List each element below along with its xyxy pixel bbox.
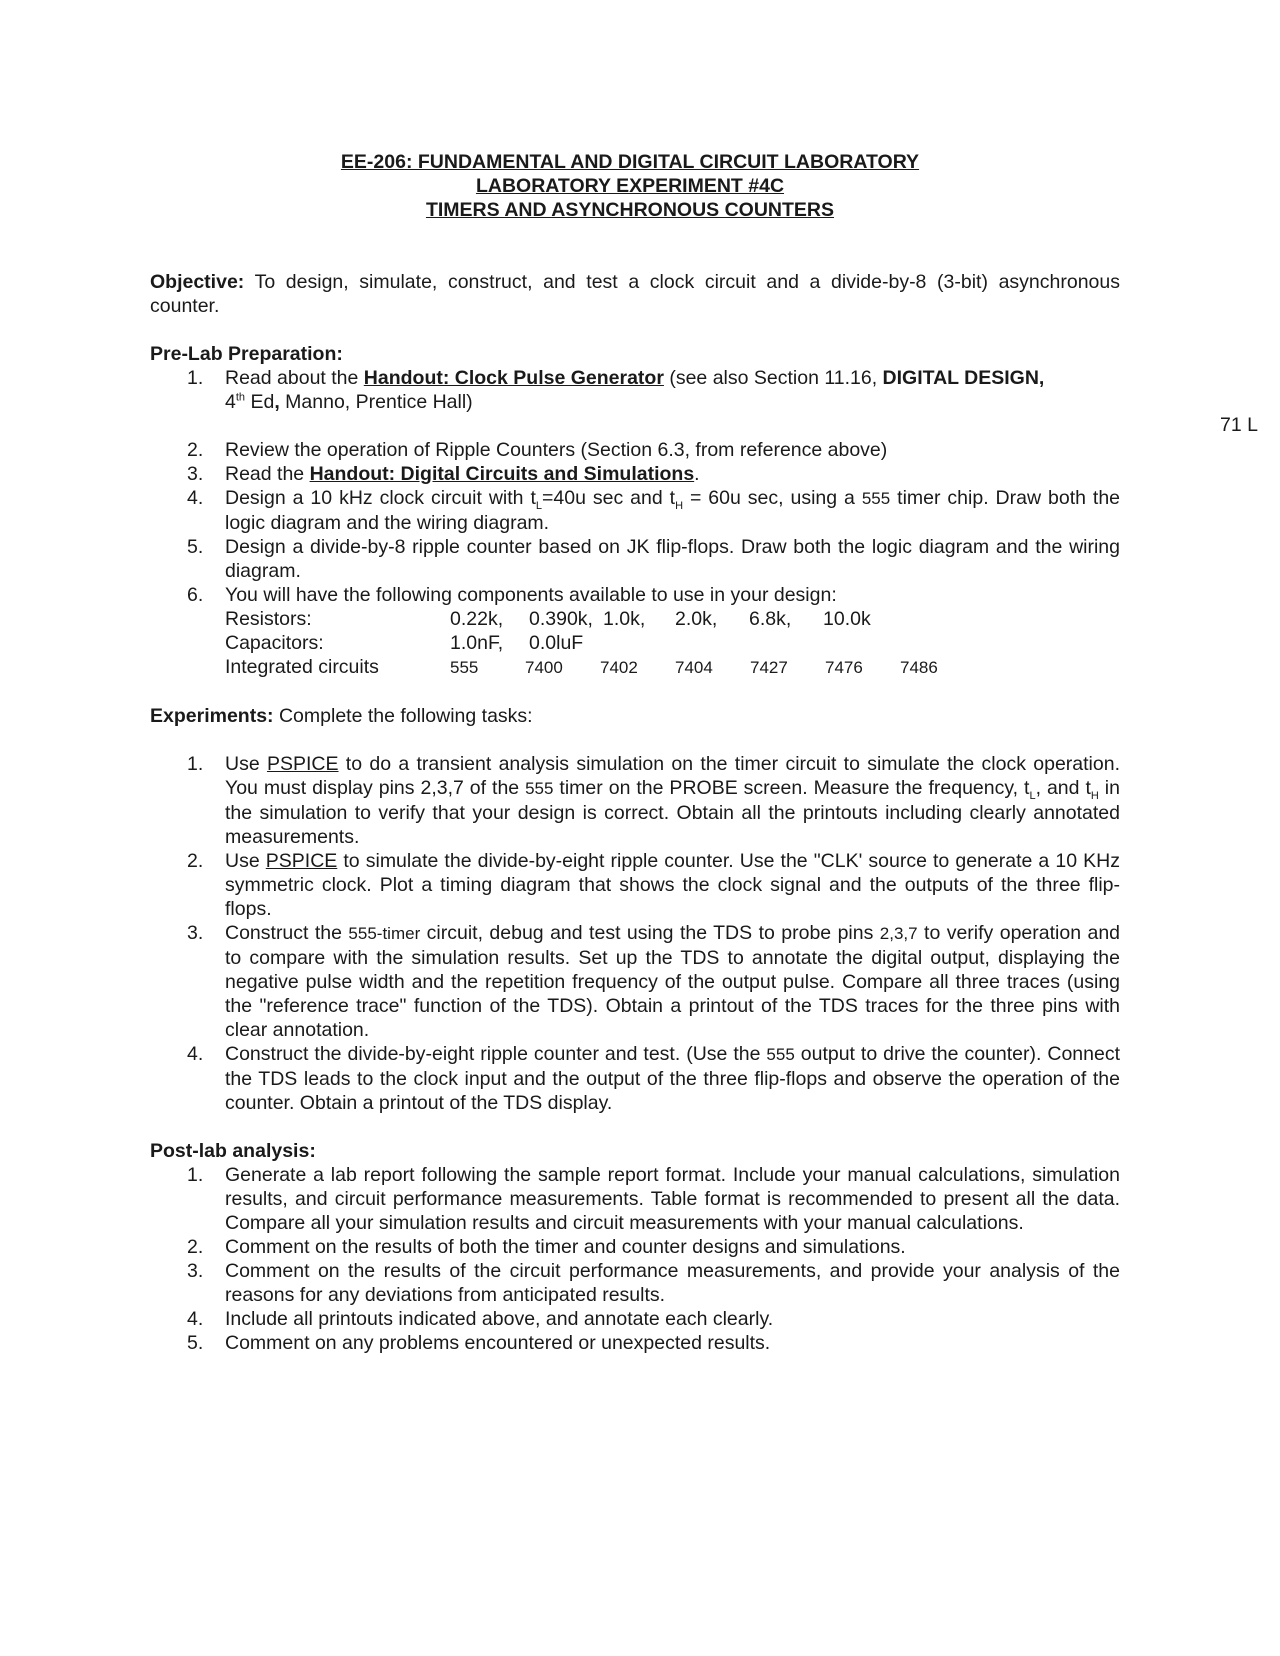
item-text: Ed [245,391,275,413]
chip-number: 555 [766,1045,795,1064]
objective-paragraph [150,270,1120,318]
item-text: =40u sec and t [542,487,676,509]
item-number: 3. [187,922,204,944]
item-text: You will have the following components available to use in your design: [225,584,837,606]
item-text: Use [225,753,267,775]
list-item [150,849,1120,921]
item-text: = 60u sec, using a [683,487,862,509]
list-item [150,583,1120,680]
resistors-row [225,607,1120,631]
edition-suffix: th [235,391,246,404]
book-title: DIGITAL DESIGN, [882,367,1045,389]
postlab-title: Post-lab analysis: [150,1140,316,1162]
capacitor-value: 0.0luF [529,632,584,654]
course-title: EE-206: FUNDAMENTAL AND DIGITAL CIRCUIT LABORATORY [340,151,920,173]
prelab-title: Pre-Lab Preparation: [150,343,343,365]
resistor-value: 0.390k, [529,608,593,630]
resistor-value: 1.0k, [603,608,646,630]
subscript: L [535,499,542,512]
ics-label: Integrated circuits [225,656,379,678]
list-item [150,438,1120,462]
ic-value: 7427 [750,658,788,677]
experiments-intro: Complete the following tasks: [273,705,533,727]
edition-number: 4 [225,391,236,413]
item-text: output to drive the counter). Connect the TDS leads to the clock input and the output of the three flip-flops and observe the operation of the counter. Obtain a printout of the TDS display. [225,1043,1120,1114]
item-number: 3. [187,1260,204,1282]
list-item [150,1235,1120,1259]
list-item [150,535,1120,583]
item-number: 4. [187,487,204,509]
pspice-link[interactable]: PSPICE [266,753,339,775]
item-text: Generate a lab report following the sample report format. Include your manual calculations, simulation results, and circuit performance measurements. Table format is recommended to present all the data. Compare all your simulation results and circuit measurements with your manual calculations. [225,1164,1120,1234]
page-side-number: 71 L [1220,414,1258,436]
ic-value: 7486 [900,658,938,677]
handout-digital-link[interactable]: Handout: Digital Circuits and Simulations [309,463,695,485]
item-number: 1. [187,753,204,775]
experiments-list [150,752,1120,1115]
list-item [150,1259,1120,1307]
item-text: (see also Section 11.16, [663,367,883,389]
list-item [150,1042,1120,1115]
chip-number: 555 [861,489,891,508]
postlab-list [150,1163,1120,1355]
ic-value: 7400 [525,658,563,677]
objective-text: To design, simulate, construct, and test a clock circuit and a divide-by-8 (3-bit) asynchronous counter. [150,271,1120,317]
objective-label: Objective: [150,271,245,293]
list-item [150,752,1120,849]
item-number: 3. [187,463,204,485]
spacer [150,414,1120,438]
item-text: circuit, debug and test using the TDS to probe pins [420,922,880,944]
document-header [140,150,1120,222]
resistors-label: Resistors: [225,608,312,630]
prelab-list [150,366,1120,680]
item-text: to do a transient analysis simulation on the timer circuit to simulate the clock operation. You must display pins 2,3,7 of the [225,753,1120,799]
resistor-value: 0.22k, [450,608,504,630]
list-item [150,462,1120,486]
pin-numbers: 2,3,7 [879,924,918,943]
chip-number: 555-timer [348,924,421,943]
item-number: 1. [187,367,204,389]
item-text: Construct the [225,922,349,944]
item-text: timer chip. Draw both the logic diagram and the wiring diagram. [225,487,1121,534]
list-item [150,921,1120,1042]
item-text: Manno, Prentice Hall) [279,391,473,413]
item-text: Read the [225,463,310,485]
capacitors-row [225,631,1120,655]
resistor-value: 10.0k [823,608,871,630]
subscript: L [1029,789,1036,802]
item-text: Include all printouts indicated above, and annotate each clearly. [225,1308,774,1330]
item-text: . [694,463,700,485]
chip-number: 555 [525,779,554,798]
pspice-link[interactable]: PSPICE [265,850,338,872]
list-item [150,1307,1120,1331]
resistors-values [450,607,885,631]
item-text: Read about the [225,367,364,389]
list-item [150,1163,1120,1235]
ic-value: 7402 [600,658,638,677]
experiment-number: LABORATORY EXPERIMENT #4C [475,175,785,197]
ics-row [225,655,1120,680]
item-number: 2. [187,439,204,461]
item-text: timer on the PROBE screen. Measure the frequency, t [553,777,1030,799]
item-number: 5. [187,1332,204,1354]
ic-value: 555 [450,658,479,677]
item-text: Construct the divide-by-eight ripple counter and test. (Use the [225,1043,767,1065]
item-text: , and t [1035,777,1091,799]
handout-clock-link[interactable]: Handout: Clock Pulse Generator [363,367,664,389]
subscript: H [675,499,684,512]
item-text: Comment on any problems encountered or unexpected results. [225,1332,771,1354]
item-text: Comment on the results of the circuit performance measurements, and provide your analysis of the reasons for any deviations from anticipated results. [225,1260,1120,1306]
experiments-heading [150,704,1120,728]
list-item [150,1331,1120,1355]
ic-value: 7404 [675,658,713,677]
item-text: in the simulation to verify that your design is correct. Obtain all the printouts including clearly annotated measurements. [225,777,1120,848]
item-number: 2. [187,1236,204,1258]
item-text: to verify operation and to compare with the simulation results. Set up the TDS to annotate the digital output, displaying the negative pulse width and the repetition frequency of the output pulse. Compare all three traces (using the "reference trace" function of the TDS). Obtain a printout of the TDS traces for the three pins with clear annotation. [225,922,1121,1041]
item-number: 6. [187,584,204,606]
subscript: H [1090,789,1099,802]
experiment-title: TIMERS AND ASYNCHRONOUS COUNTERS [425,199,835,221]
document-page [150,150,1120,1355]
list-item [150,366,1120,414]
item-text: Design a divide-by-8 ripple counter based on JK flip-flops. Draw both the logic diagram and the wiring diagram. [225,536,1120,582]
spacer [150,728,1120,752]
item-number: 4. [187,1308,204,1330]
item-number: 1. [187,1164,204,1186]
item-text: Comment on the results of both the timer and counter designs and simulations. [225,1236,906,1258]
item-text: to simulate the divide-by-eight ripple counter. Use the "CLK' source to generate a 10 KHz symmetric clock. Plot a timing diagram that shows the clock signal and the outputs of the three flip-flops. [225,850,1120,920]
item-number: 4. [187,1043,204,1065]
list-item [150,486,1120,535]
item-text: Use [225,850,266,872]
resistor-value: 2.0k, [675,608,718,630]
item-text: Design a 10 kHz clock circuit with t [225,487,536,509]
edition-comma: , [274,391,280,413]
resistor-value: 6.8k, [749,608,792,630]
item-number: 2. [187,850,204,872]
capacitor-value: 1.0nF, [450,632,504,654]
capacitors-values [450,631,597,655]
item-text: Review the operation of Ripple Counters (Section 6.3, from reference above) [225,439,888,461]
capacitors-label: Capacitors: [225,632,324,654]
ic-value: 7476 [825,658,863,677]
item-number: 5. [187,536,204,558]
ics-values [450,655,975,680]
experiments-label: Experiments: [150,705,274,727]
